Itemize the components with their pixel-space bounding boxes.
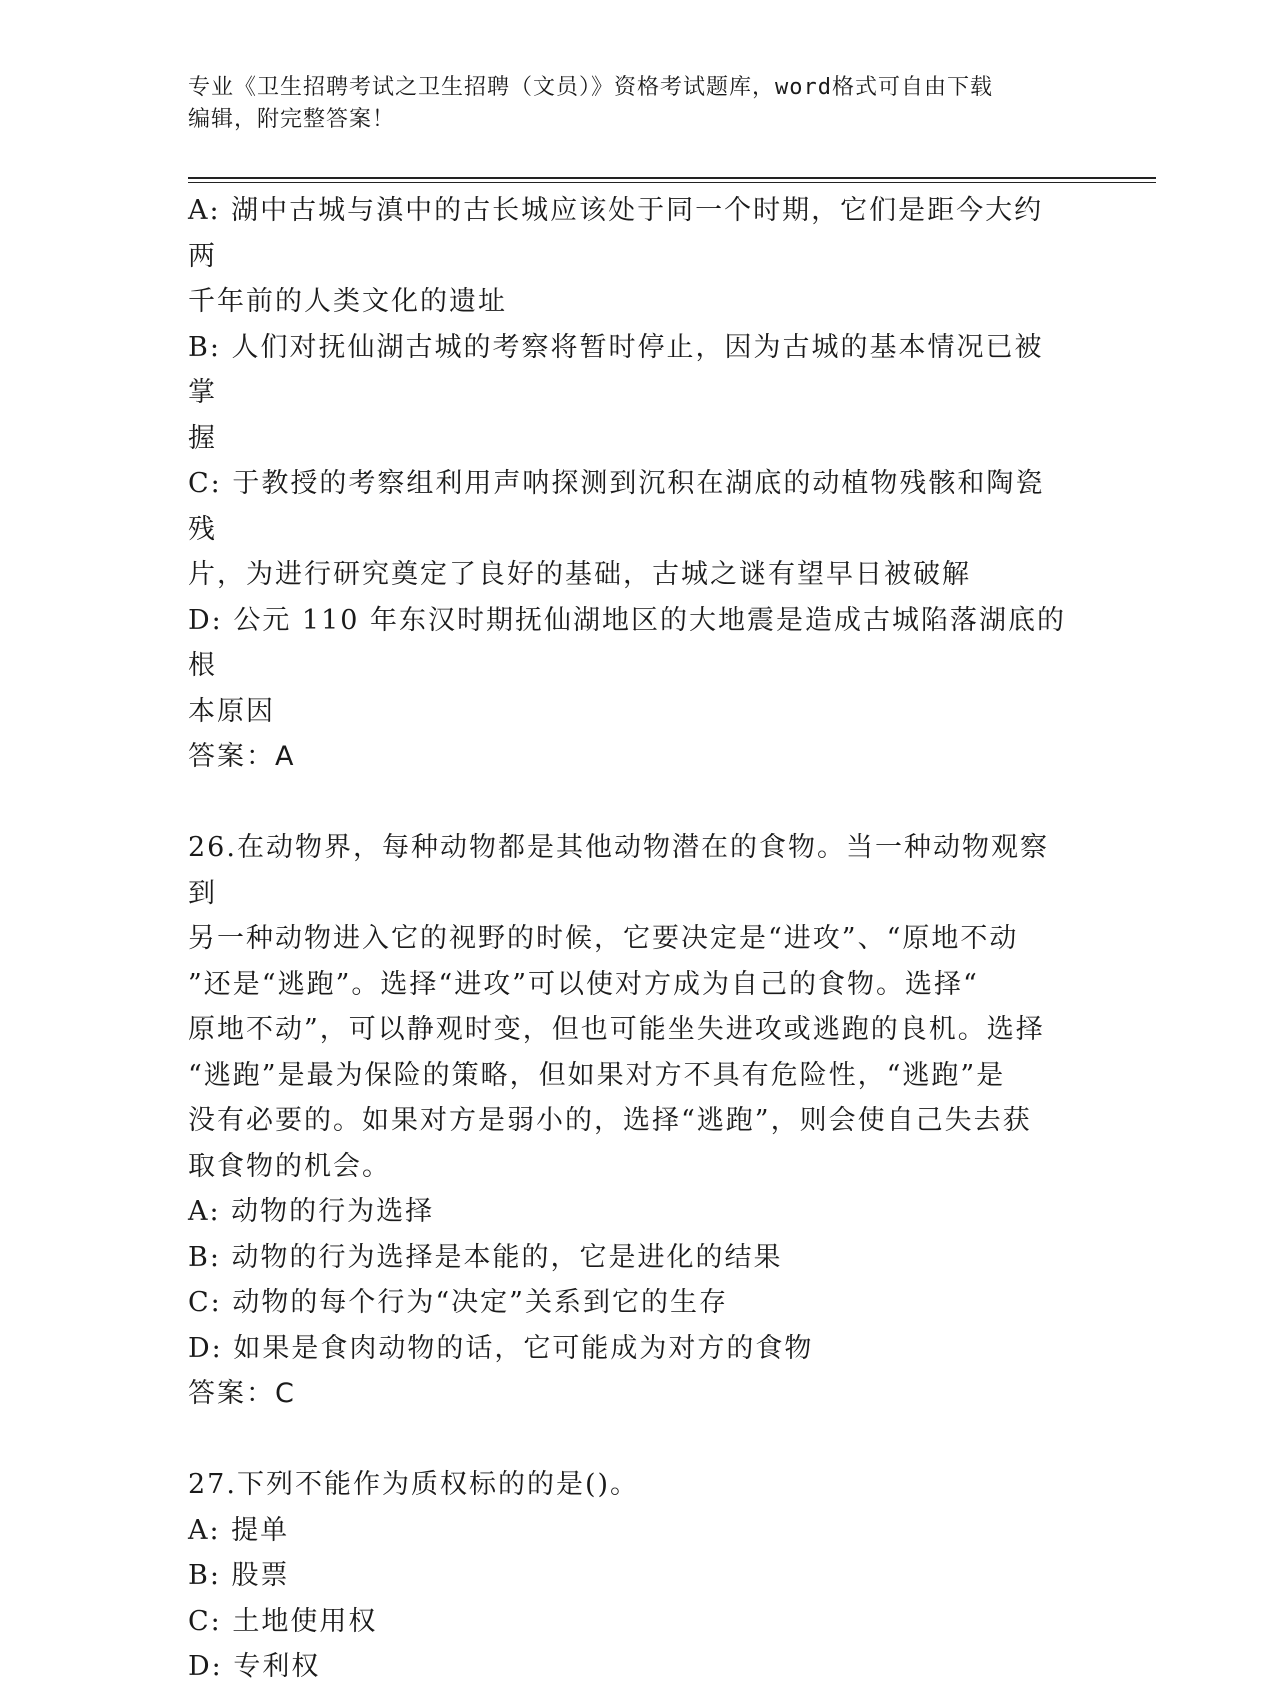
option-b-line-2: 握 — [188, 422, 217, 454]
option-a: A: 提单 — [188, 1514, 290, 1546]
question-stem-line: 原地不动”，可以静观时变，但也可能坐失进攻或逃跑的良机。选择 — [188, 1014, 1045, 1045]
question-stem-line: 26.在动物界，每种动物都是其他动物潜在的食物。当一种动物观察到 — [188, 832, 1049, 909]
question-stem-line: “逃跑”是最为保险的策略，但如果对方不具有危险性，“逃跑”是 — [188, 1059, 1006, 1091]
option-b: B: 股票 — [188, 1560, 290, 1591]
header-divider-thin — [188, 182, 1156, 183]
question-stem-line: 另一种动物进入它的视野的时候，它要决定是“进攻”、“原地不动 — [188, 923, 1019, 954]
question-stem-line: 取食物的机会。 — [188, 1150, 391, 1182]
option-c-line-2: 片，为进行研究奠定了良好的基础，古城之谜有望早日被破解 — [188, 559, 971, 590]
option-d-line-1: D: 公元 110 年东汉时期抚仙湖地区的大地震是造成古城陷落湖底的根 — [188, 604, 1067, 681]
option-a: A: 动物的行为选择 — [188, 1196, 435, 1227]
answer-label: 答案：A — [188, 741, 296, 772]
question-stem: 27.下列不能作为质权标的的是()。 — [188, 1469, 640, 1500]
option-c-line-1: C: 于教授的考察组利用声呐探测到沉积在湖底的动植物残骸和陶瓷残 — [188, 468, 1045, 545]
question-26 — [188, 825, 1068, 1417]
header-line-2: 编辑，附完整答案！ — [188, 107, 396, 132]
question-27 — [188, 1462, 1068, 1690]
header-line-1: 专业《卫生招聘考试之卫生招聘（文员）》资格考试题库，word格式可自由下载 — [188, 75, 993, 100]
answer-label: 答案：C — [188, 1378, 296, 1409]
option-c: C: 动物的每个行为“决定”关系到它的生存 — [188, 1287, 728, 1318]
option-d-line-2: 本原因 — [188, 695, 275, 727]
question-stem-line: ”还是“逃跑”。选择“进攻”可以使对方成为自己的食物。选择“ — [188, 968, 979, 1000]
document-header — [188, 72, 1088, 136]
question-stem-line: 没有必要的。如果对方是弱小的，选择“逃跑”，则会使自己失去获 — [188, 1105, 1032, 1136]
header-divider-thick — [188, 177, 1156, 179]
option-a-line-2: 千年前的人类文化的遗址 — [188, 286, 507, 317]
document-body — [188, 188, 1068, 1690]
option-b: B: 动物的行为选择是本能的，它是进化的结果 — [188, 1241, 783, 1273]
option-d: D: 专利权 — [188, 1651, 321, 1682]
option-b-line-1: B: 人们对抚仙湖古城的考察将暂时停止，因为古城的基本情况已被掌 — [188, 331, 1044, 408]
option-c: C: 土地使用权 — [188, 1605, 378, 1637]
option-d: D: 如果是食肉动物的话，它可能成为对方的食物 — [188, 1332, 814, 1364]
option-a-line-1: A: 湖中古城与滇中的古长城应该处于同一个时期，它们是距今大约两 — [188, 195, 1044, 272]
question-25-options — [188, 188, 1068, 780]
spacer — [188, 780, 1068, 826]
spacer — [188, 1417, 1068, 1463]
